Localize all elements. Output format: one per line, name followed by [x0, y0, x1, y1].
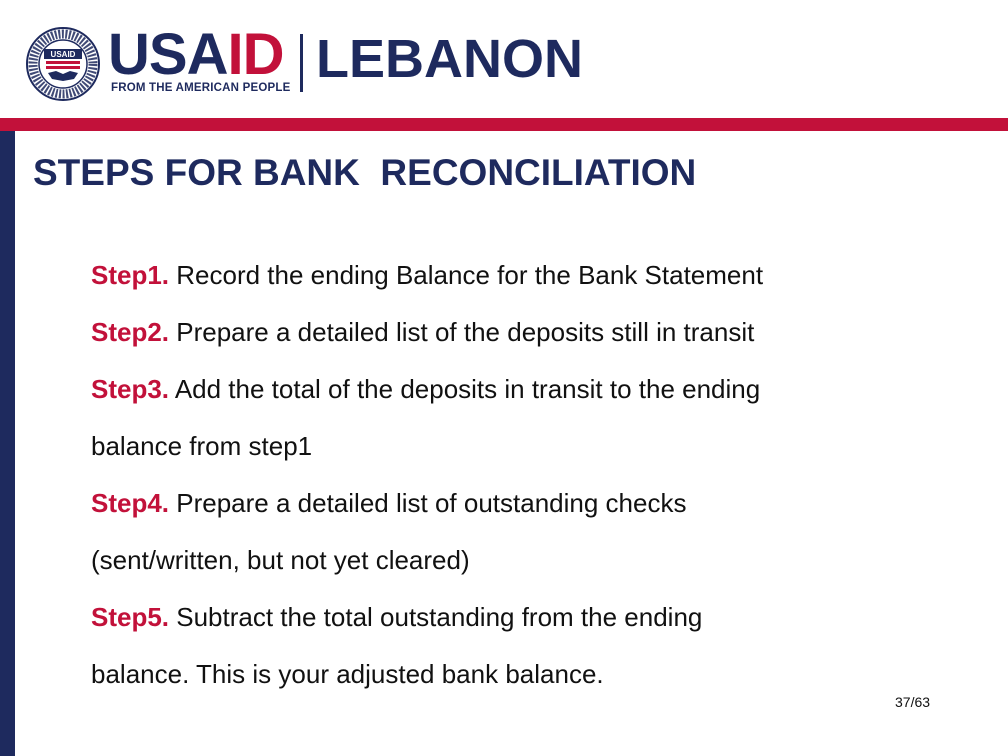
step-text: Add the total of the deposits in transit to the ending — [169, 374, 761, 404]
step-text: balance from step1 — [91, 431, 313, 461]
steps-list — [91, 247, 971, 703]
step-label: Step1. — [91, 260, 170, 290]
step-text: (sent/written, but not yet cleared) — [91, 545, 470, 575]
step-text: Prepare a detailed list of outstanding checks — [169, 488, 687, 518]
logo-tagline: FROM THE AMERICAN PEOPLE — [111, 82, 291, 94]
slide-header — [0, 0, 1008, 118]
step-text: balance. This is your adjusted bank balance. — [91, 659, 604, 689]
left-navy-bar — [0, 131, 15, 756]
step-continuation — [91, 532, 971, 589]
step-continuation — [91, 646, 971, 703]
slide-title: STEPS FOR BANK RECONCILIATION — [33, 152, 697, 193]
step-label: Step2. — [91, 317, 170, 347]
header-red-bar — [0, 118, 1008, 131]
step-line — [91, 247, 971, 304]
page-number: 37/63 — [895, 694, 931, 710]
step-line — [91, 475, 971, 532]
logo-divider — [300, 34, 303, 92]
seal-usaid-text: USAID — [50, 50, 76, 59]
step-line — [91, 361, 971, 418]
step-line — [91, 304, 971, 361]
logo-country: LEBANON — [316, 29, 583, 89]
step-text: Prepare a detailed list of the deposits still in transit — [169, 317, 755, 347]
step-text: Record the ending Balance for the Bank Statement — [169, 260, 764, 290]
step-continuation — [91, 418, 971, 475]
usaid-wordmark: USAID — [108, 22, 284, 87]
step-label: Step4. — [91, 488, 170, 518]
usaid-seal-logo — [26, 27, 100, 101]
step-label: Step5. — [91, 602, 170, 632]
step-text: Subtract the total outstanding from the ending — [169, 602, 703, 632]
step-line — [91, 589, 971, 646]
step-label: Step3. — [91, 374, 170, 404]
